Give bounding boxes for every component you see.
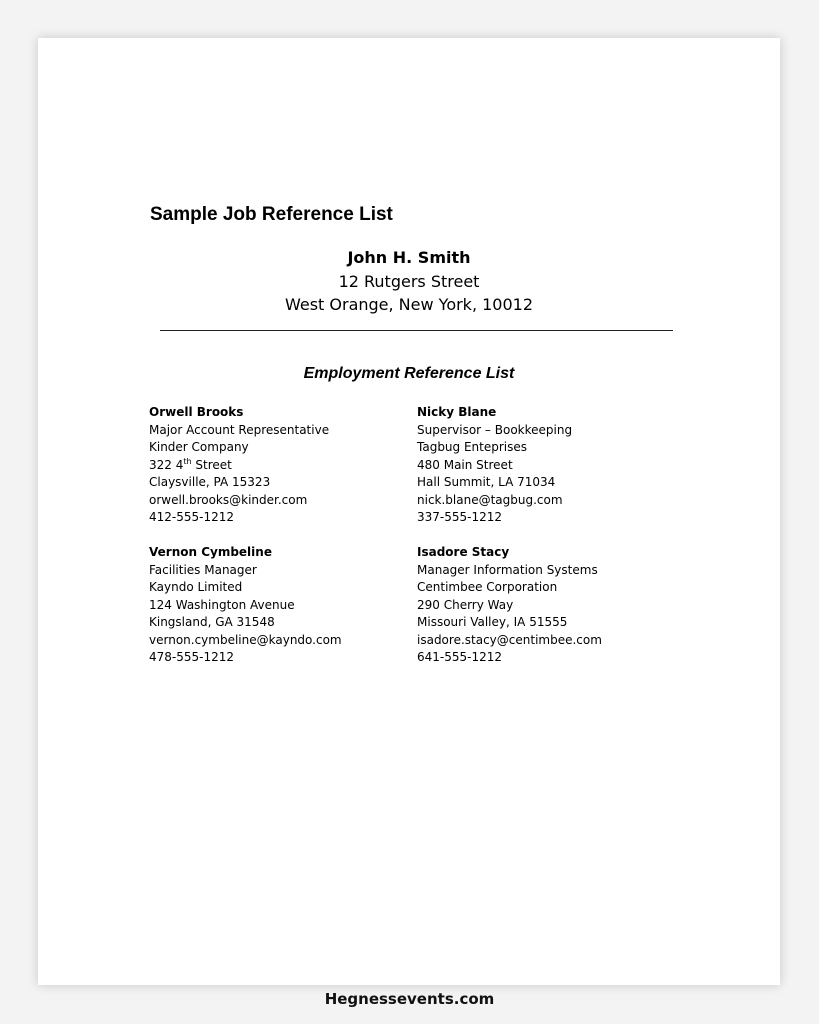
reference-phone: 337-555-1212 [417, 510, 503, 524]
header-divider [160, 330, 673, 331]
reference-name: Nicky Blane [417, 405, 497, 419]
reference-city: Claysville, PA 15323 [149, 475, 271, 489]
reference-company: Tagbug Enteprises [417, 440, 528, 454]
reference-phone: 478-555-1212 [149, 650, 235, 664]
reference-city: Kingsland, GA 31548 [149, 615, 275, 629]
reference-email: vernon.cymbeline@kayndo.com [149, 632, 342, 647]
section-title: Employment Reference List [303, 365, 515, 382]
reference-title: Supervisor – Bookkeeping [417, 422, 573, 437]
reference-company: Centimbee Corporation [417, 580, 558, 594]
reference-title: Facilities Manager [149, 562, 257, 577]
reference-street: 124 Washington Avenue [149, 597, 295, 612]
reference-street-number: 322 4 [149, 457, 184, 472]
reference-name: Isadore Stacy [417, 545, 510, 559]
reference-street-suffix: th [183, 456, 192, 466]
reference-company: Kinder Company [149, 440, 249, 454]
reference-street: 290 Cherry Way [417, 597, 514, 612]
site-watermark: Hegnessevents.com [324, 990, 495, 1008]
reference-city: Missouri Valley, IA 51555 [417, 615, 568, 629]
reference-street [149, 457, 329, 475]
applicant-address-line1: 12 Rutgers Street [338, 272, 480, 291]
applicant-name: John H. Smith [347, 248, 471, 267]
reference-city: Hall Summit, LA 71034 [417, 475, 556, 489]
applicant-address-line2: West Orange, New York, 10012 [284, 295, 534, 314]
reference-card-isadore-stacy [417, 544, 602, 667]
reference-card-orwell-brooks [149, 404, 329, 527]
reference-title: Major Account Representative [149, 422, 330, 437]
reference-name: Vernon Cymbeline [149, 545, 272, 559]
reference-street: 480 Main Street [417, 457, 513, 472]
reference-company: Kayndo Limited [149, 580, 243, 594]
reference-street-name: Street [191, 457, 232, 472]
document-title: Sample Job Reference List [150, 204, 393, 225]
reference-phone: 641-555-1212 [417, 650, 503, 664]
reference-name: Orwell Brooks [149, 405, 244, 419]
document-page [38, 38, 780, 985]
reference-email: orwell.brooks@kinder.com [149, 492, 308, 507]
reference-title: Manager Information Systems [417, 562, 598, 577]
reference-email: isadore.stacy@centimbee.com [417, 632, 602, 647]
reference-card-nicky-blane [417, 404, 572, 527]
reference-phone: 412-555-1212 [149, 510, 235, 524]
reference-email: nick.blane@tagbug.com [417, 492, 563, 507]
reference-card-vernon-cymbeline [149, 544, 342, 667]
